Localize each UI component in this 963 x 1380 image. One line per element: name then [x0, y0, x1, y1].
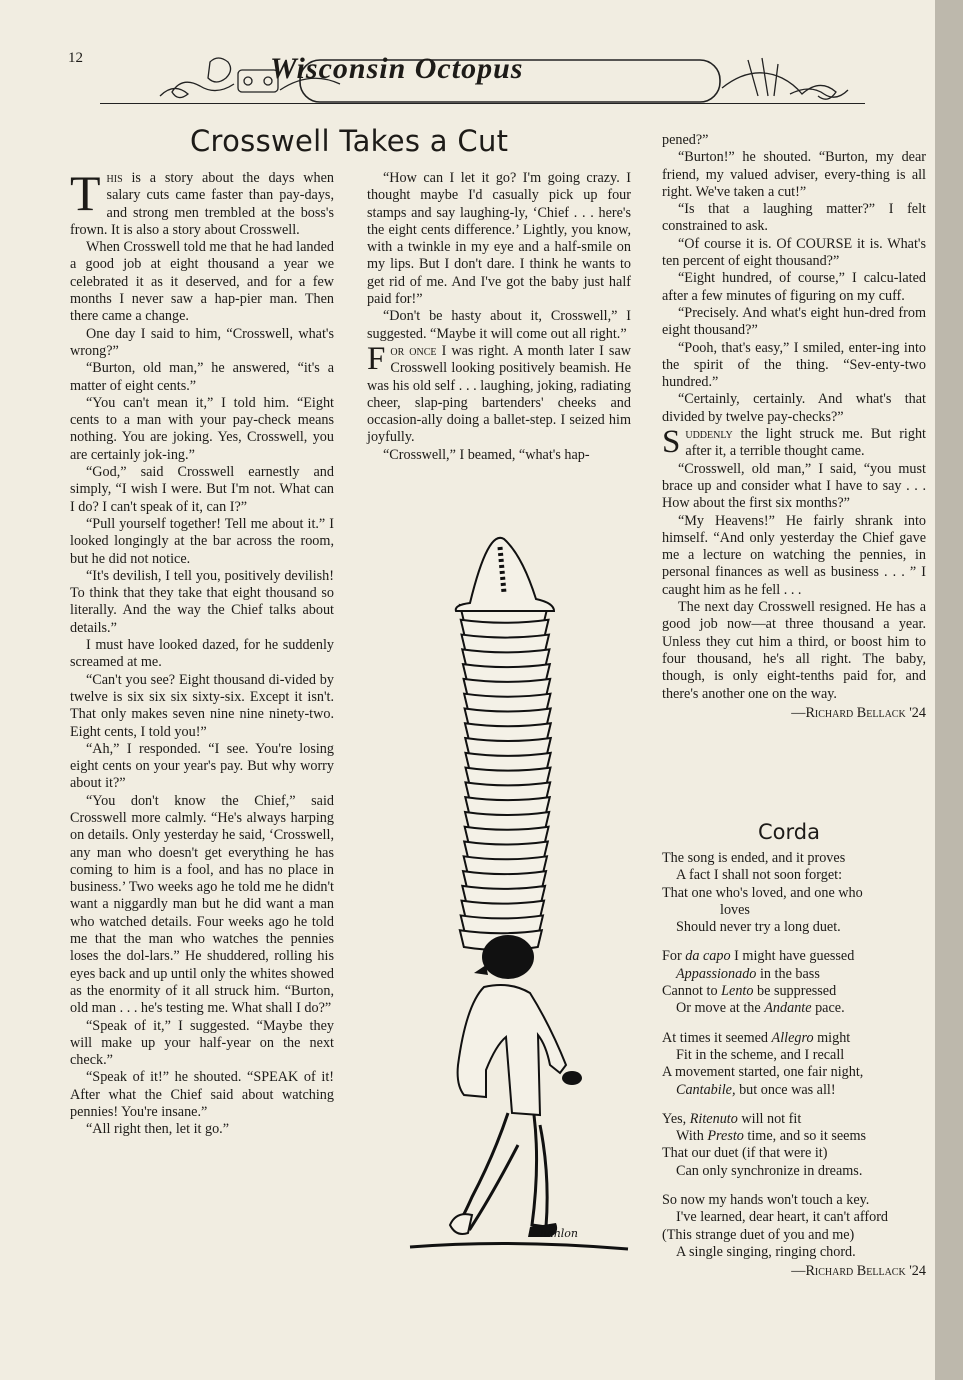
poem-line: With Presto time, and so it seems	[676, 1128, 867, 1145]
article-column-2	[367, 170, 631, 464]
poem-body	[662, 850, 932, 1281]
poem-line: That one who's loved, and one who	[662, 884, 863, 901]
poem-line: Or move at the Andante pace.	[676, 1000, 845, 1017]
paragraph-text: I was right. A month later I saw Crosswell looking positively beamish. He was his old self . . . laughing, joking, radiating cheer, slap-ping bartenders' cheeks and occasion-ally doing a ballet-step. I seized him joyfully.	[367, 342, 631, 446]
section-paragraph	[367, 340, 631, 447]
paragraph: “Pooh, that's easy,” I smiled, enter-ing into the spirit of the thing. “Sev-enty-two hundred.”	[662, 339, 926, 391]
illustration-man-with-hats	[390, 525, 640, 1265]
poem-signature: —Richard Bellack '24	[791, 1263, 926, 1280]
article-signature: —Richard Bellack '24	[791, 704, 926, 721]
drop-cap: T	[70, 165, 101, 221]
poem-line: That our duet (if that were it)	[662, 1145, 828, 1162]
paragraph: “Precisely. And what's eight hun-dred from eight thousand?”	[662, 304, 926, 339]
poem-stanza-1	[662, 850, 932, 936]
paragraph: “It's devilish, I tell you, positively devilish! To think that they take that eight thousand so literally. And the way the Chief talks about details.”	[70, 567, 334, 636]
section-paragraph	[662, 426, 926, 461]
poem-line: loves	[720, 901, 750, 918]
paragraph: “You don't know the Chief,” said Crosswell more calmly. “He's always harping on details. Only yesterday he said, ‘Crosswell, any man who doesn't get everything he has coming to him is a fool, and has no place in business.’ Two weeks ago he told me he didn't want a niggardly man but he did want a man who watched details. Four weeks ago he told me that the man who watches the pennies loses the dol-lars.” He shuddered, rolling his eyes back and up until only the whites showed as the enormity of it all struck him. “Burton, old man . . . he's testing me. What shall I do?”	[70, 792, 334, 1017]
paragraph: “Burton, old man,” he answered, “it's a matter of eight cents.”	[70, 360, 334, 394]
poem-line: A fact I shall not soon forget:	[676, 867, 843, 884]
paragraph: “Crosswell,” I beamed, “what's hap-	[383, 446, 590, 463]
paragraph: “Ah,” I responded. “I see. You're losing eight cents on your year's pay. But why worry about it?”	[70, 740, 334, 792]
paragraph: “Of course it is. Of COURSE it is. What's ten percent of eight thousand?”	[662, 235, 926, 270]
paragraph: One day I said to him, “Crosswell, what's wrong?”	[70, 325, 334, 359]
poem-line: The song is ended, and it proves	[662, 850, 846, 866]
page-edge	[935, 0, 963, 1380]
paragraph: When Crosswell told me that he had landed a good job at eight thousand a year we celebrated it as it deserved, and for a few months I never saw a hap-pier man. Then there came a change.	[70, 239, 334, 325]
poem-line: For da capo I might have guessed	[662, 948, 855, 965]
paragraph: “Pull yourself together! Tell me about it.” I looked longingly at the bar across the room, but he did not notice.	[70, 515, 334, 567]
paragraph: “Certainly, certainly. And what's that divided by twelve pay-checks?”	[662, 391, 926, 425]
small-caps-lead: or once	[390, 342, 437, 359]
small-caps-lead: uddenly	[685, 426, 733, 443]
drop-cap: S	[662, 424, 681, 461]
paragraph: “My Heavens!” He fairly shrank into himself. “And only yesterday the Chief gave me a lecture on watching the pennies, in personal finances as well as business . . . ” I caught him as he fell . . .	[662, 512, 926, 598]
poem-stanza-4	[662, 1111, 932, 1180]
paragraph: “Speak of it,” I suggested. “Maybe they will make up your half-year on the next check.”	[70, 1017, 334, 1069]
drop-cap: F	[367, 340, 386, 377]
poem-line: (This strange duet of you and me)	[662, 1226, 855, 1243]
paragraph: “Is that a laughing matter?” I felt constrained to ask.	[662, 201, 926, 235]
poem-line: Appassionado in the bass	[676, 965, 820, 982]
poem-line: Should never try a long duet.	[676, 919, 841, 936]
poem-line: Can only synchronize in dreams.	[676, 1162, 863, 1179]
poem-title: Corda	[758, 820, 820, 844]
small-caps-lead: his	[106, 170, 123, 186]
article-column-3	[662, 132, 926, 722]
paragraph: I must have looked dazed, for he suddenly screamed at me.	[70, 637, 334, 671]
artist-signature: hanlon	[540, 1227, 578, 1240]
paragraph: “You can't mean it,” I told him. “Eight cents to a man with your pay-check means nothing. You are joking. Yes, Crosswell, you are certainly jok-ing.”	[70, 394, 334, 463]
masthead-rule	[100, 103, 865, 104]
paragraph: “Crosswell, old man,” I said, “you must brace up and consider what I have to say . . . How about the first six months?”	[662, 460, 926, 512]
paragraph-text: the light struck me. But right after it, a terrible thought came.	[685, 426, 926, 460]
poem-line: Cannot to Lento be suppressed	[662, 983, 837, 1000]
poem-line: A movement started, one fair night,	[662, 1064, 864, 1081]
poem-line: Fit in the scheme, and I recall	[676, 1046, 845, 1063]
paragraph: “Can't you see? Eight thousand di-vided by twelve is six six six sixty-six. Except it isn't. That only makes seven nine nine ninety-two. Eight cents, I told you!”	[70, 671, 334, 740]
poem-stanza-2	[662, 948, 932, 1017]
article-title: Crosswell Takes a Cut	[190, 124, 509, 158]
poem-stanza-3	[662, 1030, 932, 1099]
paragraph: The next day Crosswell resigned. He has a good job now—at three thousand a year. Unless they cut him a third, or boost him to four thousand, he's all right. The baby, though, is only eight-tenths paid for, and there's another one on the way.	[662, 599, 926, 702]
opening-paragraph	[70, 165, 334, 239]
masthead-title: Wisconsin Octopus	[270, 52, 524, 85]
poem-line: I've learned, dear heart, it can't afford	[676, 1209, 889, 1226]
paragraph: “Burton!” he shouted. “Burton, my dear friend, my valued adviser, every-thing is all right. We've taken a cut!”	[662, 149, 926, 200]
page-number: 12	[68, 50, 83, 66]
poem-line: So now my hands won't touch a key.	[662, 1192, 870, 1209]
paragraph: “Don't be hasty about it, Crosswell,” I suggested. “Maybe it will come out all right.”	[367, 308, 631, 342]
poem-line: Cantabile, but once was all!	[676, 1081, 836, 1098]
paragraph: pened?”	[662, 132, 709, 148]
article-column-1	[70, 165, 334, 1139]
poem-line: Yes, Ritenuto will not fit	[662, 1110, 802, 1127]
paragraph: “All right then, let it go.”	[86, 1121, 230, 1138]
poem-line: At times it seemed Allegro might	[662, 1029, 851, 1046]
paragraph: “How can I let it go? I'm going crazy. I thought maybe I'd casually pick up four stamps and say laughing-ly, ‘Chief . . . here's the eight cents difference.’ Lightly, you know, with a twinkle in my eye and a half-smile on my lips. But I don't dare. I think he wants to get rid of me. And I've got the baby just half paid for!”	[367, 170, 631, 308]
paragraph: “Eight hundred, of course,” I calcu-lated after a few minutes of figuring on my cuff.	[662, 270, 926, 304]
paragraph: “God,” said Crosswell earnestly and simply, “I wish I were. But I'm not. What can I do? I can't speak of it, can I?”	[70, 464, 334, 515]
poem-stanza-5	[662, 1192, 932, 1261]
paragraph: “Speak of it!” he shouted. “SPEAK of it! After what the Chief said about watching pennies! You're insane.”	[70, 1069, 334, 1121]
poem-line: A single singing, ringing chord.	[676, 1243, 856, 1260]
paragraph-text: is a story about the days when salary cuts came faster than pay-days, and strong men trembled at the boss's frown. It is also a story about Crosswell.	[70, 170, 334, 238]
